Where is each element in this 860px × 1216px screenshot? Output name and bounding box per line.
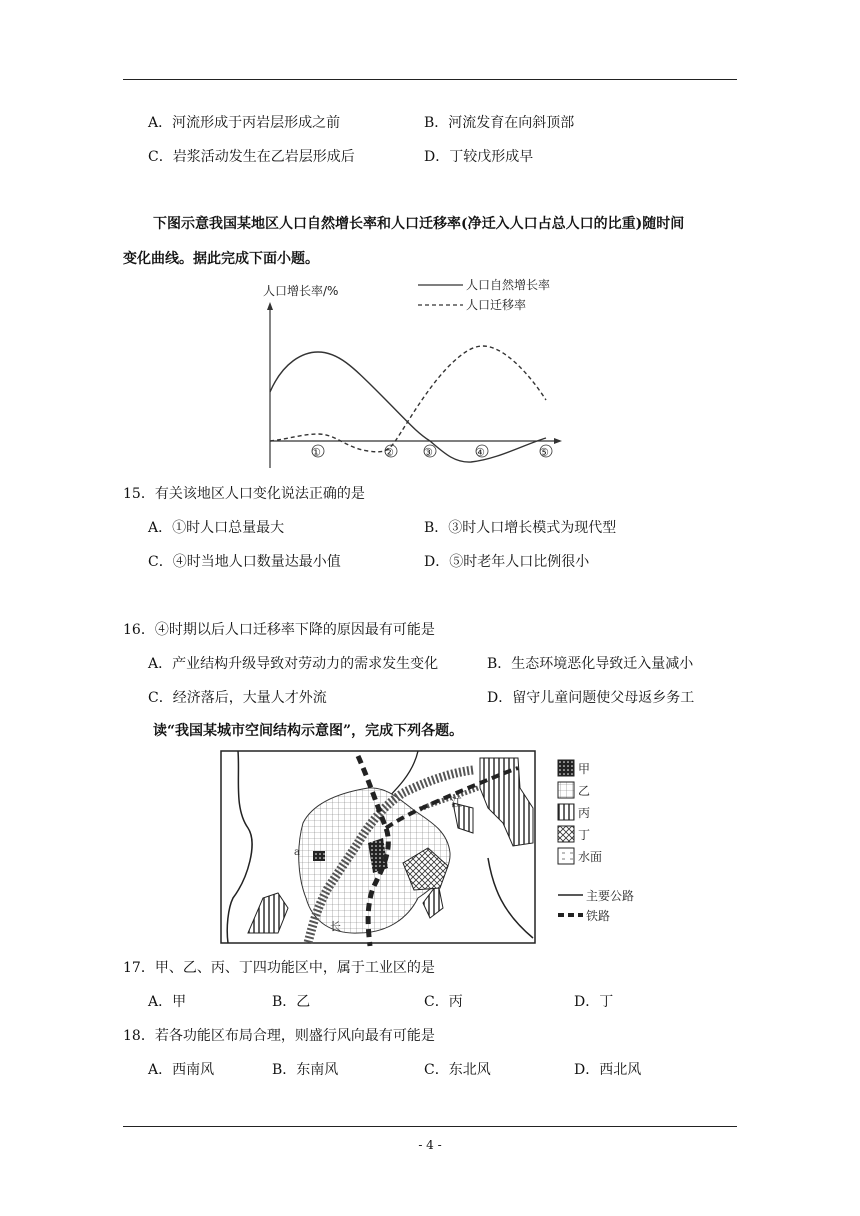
q18-stem: 18．若各功能区布局合理，则盛行风向最有可能是 (123, 1028, 435, 1044)
option-c: C．岩浆活动发生在乙岩层形成后 (148, 149, 355, 165)
y-axis-arrow (267, 302, 273, 310)
mark-5: ⑤ (539, 446, 549, 459)
legend-dashed-label: 人口迁移率 (466, 298, 527, 312)
option-b: B．河流发育在向斜顶部 (424, 115, 575, 131)
option-a: A．河流形成于丙岩层形成之前 (148, 115, 341, 131)
legend-label-jia: 甲 (578, 762, 591, 776)
q15-option-c: C．④时当地人口数量达最小值 (148, 554, 341, 570)
x-axis-arrow (554, 438, 562, 444)
series-migration-line (270, 346, 546, 452)
river-label-jiang: 江 (451, 796, 462, 809)
q16-option-c: C．经济落后，大量人才外流 (148, 690, 327, 706)
legend-label-ding: 丁 (578, 828, 591, 842)
legend-swatch-bing (558, 804, 574, 820)
point-label-a: a (294, 847, 300, 858)
legend-swatch-water (558, 848, 574, 864)
q17-option-a: A．甲 (148, 994, 187, 1010)
population-rate-chart (258, 272, 598, 472)
top-rule (123, 79, 737, 80)
q18-option-a: A．西南风 (148, 1062, 215, 1078)
legend-label-yi: 乙 (578, 784, 591, 798)
q15-option-d: D．⑤时老年人口比例很小 (424, 554, 590, 570)
q17-option-d: D．丁 (574, 994, 614, 1010)
legend-label-road: 主要公路 (586, 889, 635, 903)
q16-option-d: D．留守儿童问题使父母返乡务工 (487, 690, 695, 706)
intro-text-line1: 下图示意我国某地区人口自然增长率和人口迁移率(净迁入人口占总人口的比重)随时间 (153, 216, 685, 232)
bottom-rule (123, 1126, 737, 1127)
q16-option-a: A．产业结构升级导致对劳动力的需求发生变化 (148, 656, 439, 672)
q15-option-a: A．①时人口总量最大 (148, 520, 285, 536)
mark-2: ② (384, 446, 394, 459)
city-structure-map (218, 748, 648, 948)
q15-stem: 15．有关该地区人口变化说法正确的是 (123, 486, 365, 502)
intro2-text: 读“我国某城市空间结构示意图”，完成下列各题。 (153, 723, 464, 739)
river-label-chang: 长 (330, 920, 341, 933)
zone-cbd (313, 851, 325, 861)
q18-option-c: C．东北风 (424, 1062, 491, 1078)
q16-stem: 16．④时期以后人口迁移率下降的原因最有可能是 (123, 622, 435, 638)
option-d: D．丁较戊形成早 (424, 149, 534, 165)
y-axis-label: 人口增长率/% (263, 284, 339, 298)
legend-swatch-yi (558, 782, 574, 798)
legend-label-rail: 铁路 (586, 909, 611, 923)
legend-label-bing: 丙 (578, 806, 591, 820)
legend-swatch-jia (558, 760, 574, 776)
legend-swatch-ding (558, 826, 574, 842)
q15-option-b: B．③时人口增长模式为现代型 (424, 520, 617, 536)
mark-3: ③ (423, 446, 433, 459)
mark-4: ④ (475, 446, 485, 459)
intro-text-line2: 变化曲线。据此完成下面小题。 (123, 251, 319, 267)
q17-stem: 17．甲、乙、丙、丁四功能区中，属于工业区的是 (123, 960, 435, 976)
q16-option-b: B．生态环境恶化导致迁入量减小 (487, 656, 694, 672)
q17-option-b: B．乙 (272, 994, 311, 1010)
q18-option-d: D．西北风 (574, 1062, 642, 1078)
legend-solid-label: 人口自然增长率 (466, 278, 551, 292)
page-number: - 4 - (418, 1138, 442, 1152)
legend-label-water: 水面 (578, 850, 603, 864)
mark-1: ① (311, 446, 321, 459)
q18-option-b: B．东南风 (272, 1062, 339, 1078)
q17-option-c: C．丙 (424, 994, 463, 1010)
